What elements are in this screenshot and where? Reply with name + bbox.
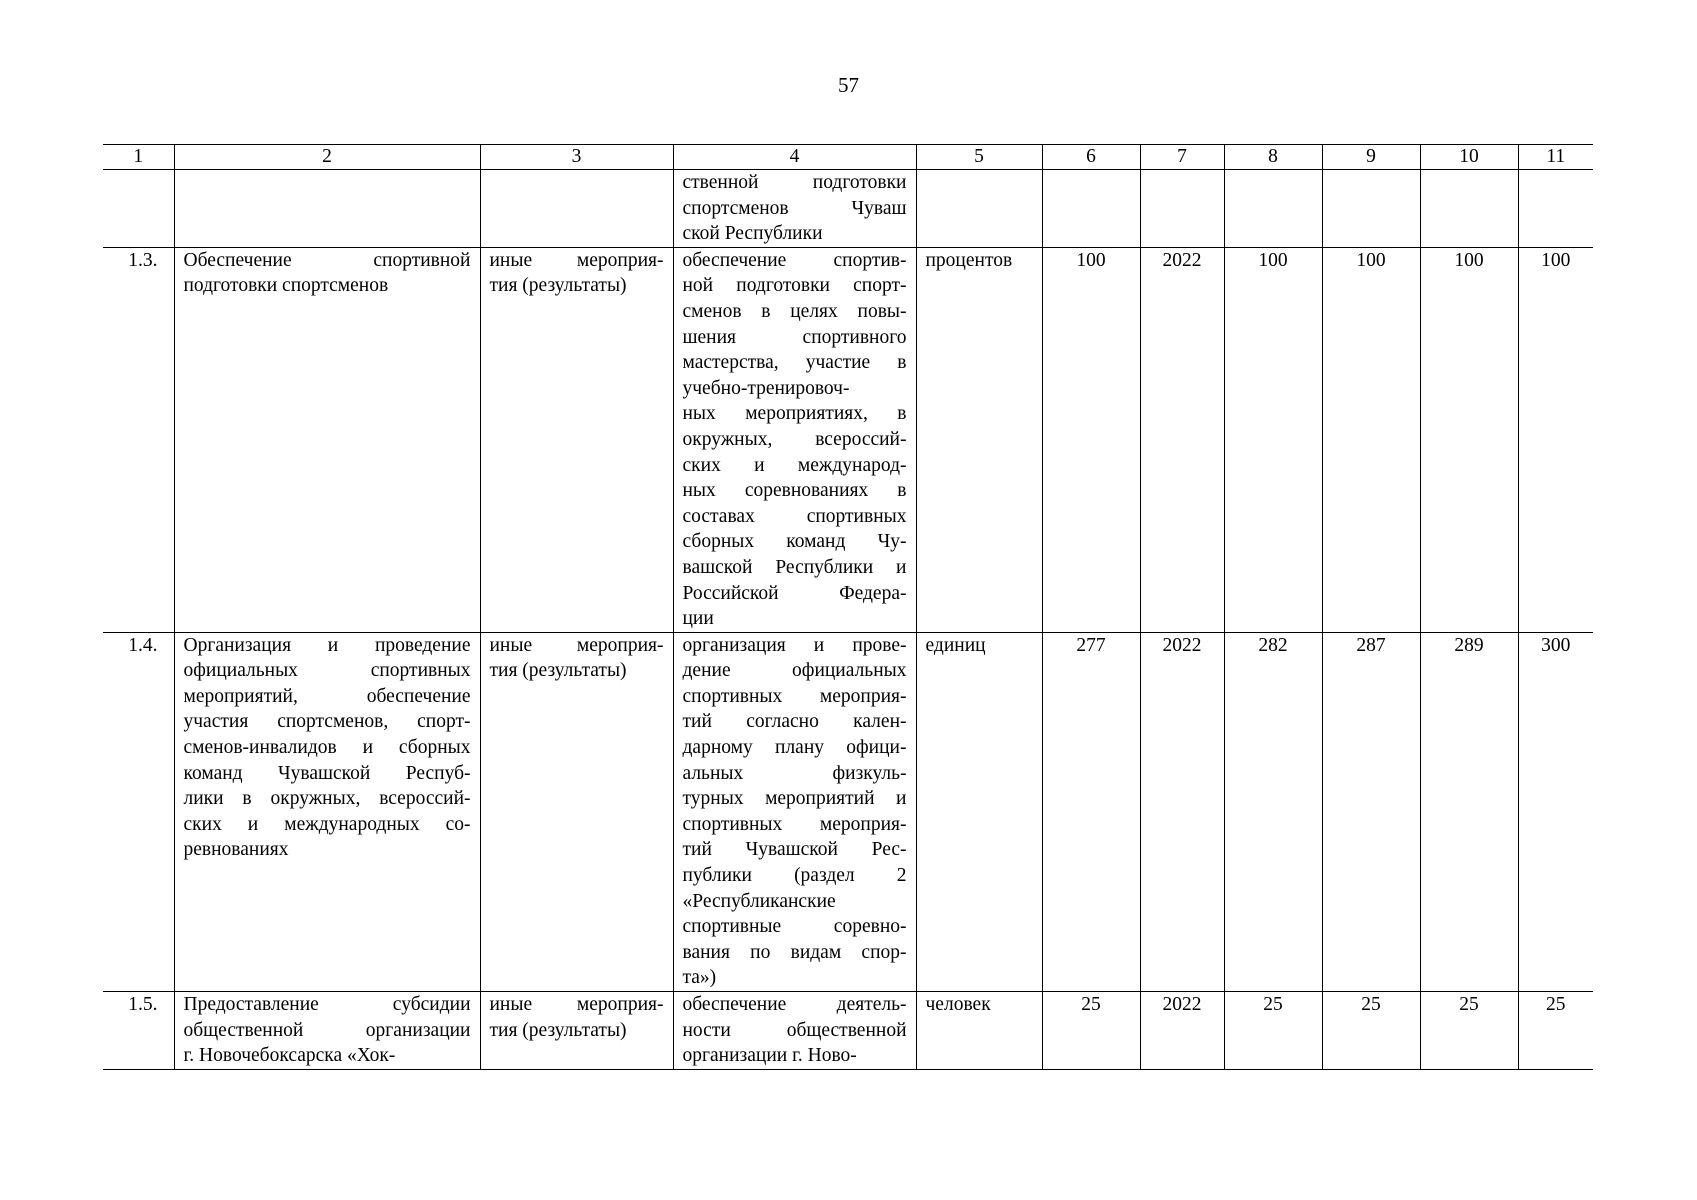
event-name-line: сменов-инвалидов и сборных (183, 737, 471, 759)
event-description-line: мастерства, участие в (682, 352, 907, 374)
value-cell-v9: 25 (1322, 992, 1420, 1070)
value-cell-v9 (1322, 170, 1420, 248)
event-description-line: сменов в целях повы- (682, 300, 907, 322)
row-number: 1.3. (103, 247, 174, 632)
value-cell-v11: 100 (1518, 247, 1593, 632)
column-header: 4 (673, 145, 916, 170)
event-type (480, 992, 673, 1070)
event-description-line: ности общественной (682, 1019, 907, 1041)
event-type (480, 170, 673, 248)
event-name-line: команд Чувашской Респуб- (183, 762, 471, 784)
value-cell-v9: 100 (1322, 247, 1420, 632)
event-description-line: организации г. Ново- (682, 1045, 857, 1067)
page-number: 57 (838, 73, 859, 97)
event-description-line: тий согласно кален- (682, 711, 907, 733)
value-cell-v7: 2022 (1140, 992, 1224, 1070)
value-cell-v8: 25 (1224, 992, 1322, 1070)
event-description-line: ной подготовки спорт- (682, 275, 907, 297)
event-description-line: ции (682, 608, 714, 630)
event-name-line: Организация и проведение (183, 634, 471, 656)
event-description-line: шения спортивного (682, 326, 907, 348)
column-header: 8 (1224, 145, 1322, 170)
event-description-line: ных соревнованиях в (682, 480, 907, 502)
unit-cell: человек (916, 992, 1042, 1070)
event-type-line: тия (результаты) (489, 1019, 627, 1041)
value-cell-v8 (1224, 170, 1322, 248)
event-description-line: составах спортивных (682, 505, 907, 527)
event-name-line: г. Новочебоксарска «Хок- (183, 1045, 396, 1067)
table-row (103, 992, 1593, 1070)
column-header: 3 (480, 145, 673, 170)
event-name-line: общественной организации (183, 1019, 471, 1041)
column-header: 11 (1518, 145, 1593, 170)
value-cell-v10: 25 (1420, 992, 1518, 1070)
value-cell-v10 (1420, 170, 1518, 248)
table-row (103, 632, 1593, 991)
event-description-line: ской Республики (682, 223, 823, 245)
event-description-line: вашской Республики и (682, 556, 907, 578)
event-description-line: Российской Федера- (682, 582, 907, 604)
event-description-line: тий Чувашской Рес- (682, 839, 907, 861)
event-type-line: иные мероприя- (489, 634, 664, 656)
event-description-line: ных мероприятиях, в (682, 403, 907, 425)
unit-cell: процентов (916, 247, 1042, 632)
event-description-line: публики (раздел 2 (682, 865, 907, 887)
unit-cell (916, 170, 1042, 248)
column-header: 10 (1420, 145, 1518, 170)
event-description (673, 247, 916, 632)
column-header: 7 (1140, 145, 1224, 170)
event-type (480, 247, 673, 632)
event-description-line: сборных команд Чу- (682, 531, 907, 553)
event-name-line: официальных спортивных (183, 660, 471, 682)
event-type-line: иные мероприя- (489, 249, 664, 271)
event-description-line: ских и международ- (682, 454, 907, 476)
event-name (174, 632, 480, 991)
indicators-table (103, 144, 1593, 1070)
event-description-line: дение официальных (682, 660, 907, 682)
value-cell-v10: 289 (1420, 632, 1518, 991)
column-header: 1 (103, 145, 174, 170)
event-description-line: учебно-тренировоч- (682, 377, 850, 399)
event-description (673, 632, 916, 991)
event-type-line: тия (результаты) (489, 275, 627, 297)
event-description-line: организация и прове- (682, 634, 907, 656)
event-name-line: участия спортсменов, спорт- (183, 711, 471, 733)
event-description-line: обеспечение деятель- (682, 994, 907, 1015)
column-header: 2 (174, 145, 480, 170)
event-description-line: дарному плану офици- (682, 737, 907, 759)
event-description-line: альных физкуль- (682, 762, 907, 784)
event-name (174, 247, 480, 632)
table-row (103, 170, 1593, 248)
event-description-line: ственной подготовки (682, 172, 907, 193)
value-cell-v11: 25 (1518, 992, 1593, 1070)
value-cell-v7 (1140, 170, 1224, 248)
event-description-line: обеспечение спортив- (682, 249, 907, 271)
event-name-line: ских и международных со- (183, 813, 471, 835)
event-description-line: вания по видам спор- (682, 941, 907, 963)
unit-cell: единиц (916, 632, 1042, 991)
value-cell-v7: 2022 (1140, 247, 1224, 632)
event-description (673, 170, 916, 248)
value-cell-v6: 100 (1042, 247, 1140, 632)
event-description-line: спортсменов Чуваш (682, 197, 907, 219)
column-number-header-row (103, 145, 1593, 170)
event-name-line: Обеспечение спортивной (183, 249, 471, 271)
event-description-line: спортивных мероприя- (682, 813, 907, 835)
event-name-line: лики в окружных, всероссий- (183, 788, 471, 810)
row-number (103, 170, 174, 248)
value-cell-v8: 282 (1224, 632, 1322, 991)
event-type (480, 632, 673, 991)
value-cell-v8: 100 (1224, 247, 1322, 632)
event-name-line: подготовки спортсменов (183, 275, 389, 297)
event-description-line: спортивные соревно- (682, 916, 907, 938)
column-header: 9 (1322, 145, 1420, 170)
row-number: 1.5. (103, 992, 174, 1070)
event-description-line: окружных, всероссий- (682, 428, 907, 450)
event-description (673, 992, 916, 1070)
row-number: 1.4. (103, 632, 174, 991)
event-description-line: «Республиканские (682, 890, 836, 912)
event-description-line: спортивных мероприя- (682, 685, 907, 707)
table-row (103, 247, 1593, 632)
value-cell-v7: 2022 (1140, 632, 1224, 991)
event-type-line: иные мероприя- (489, 994, 664, 1015)
column-header: 6 (1042, 145, 1140, 170)
value-cell-v9: 287 (1322, 632, 1420, 991)
value-cell-v10: 100 (1420, 247, 1518, 632)
event-name-line: ревнованиях (183, 839, 289, 861)
value-cell-v6 (1042, 170, 1140, 248)
column-header: 5 (916, 145, 1042, 170)
event-name-line: Предоставление субсидии (183, 994, 471, 1015)
value-cell-v6: 25 (1042, 992, 1140, 1070)
event-name (174, 170, 480, 248)
value-cell-v11: 300 (1518, 632, 1593, 991)
event-description-line: турных мероприятий и (682, 788, 907, 810)
value-cell-v6: 277 (1042, 632, 1140, 991)
event-description-line: та») (682, 967, 717, 989)
event-name (174, 992, 480, 1070)
event-name-line: мероприятий, обеспечение (183, 685, 471, 707)
event-type-line: тия (результаты) (489, 660, 627, 682)
value-cell-v11 (1518, 170, 1593, 248)
